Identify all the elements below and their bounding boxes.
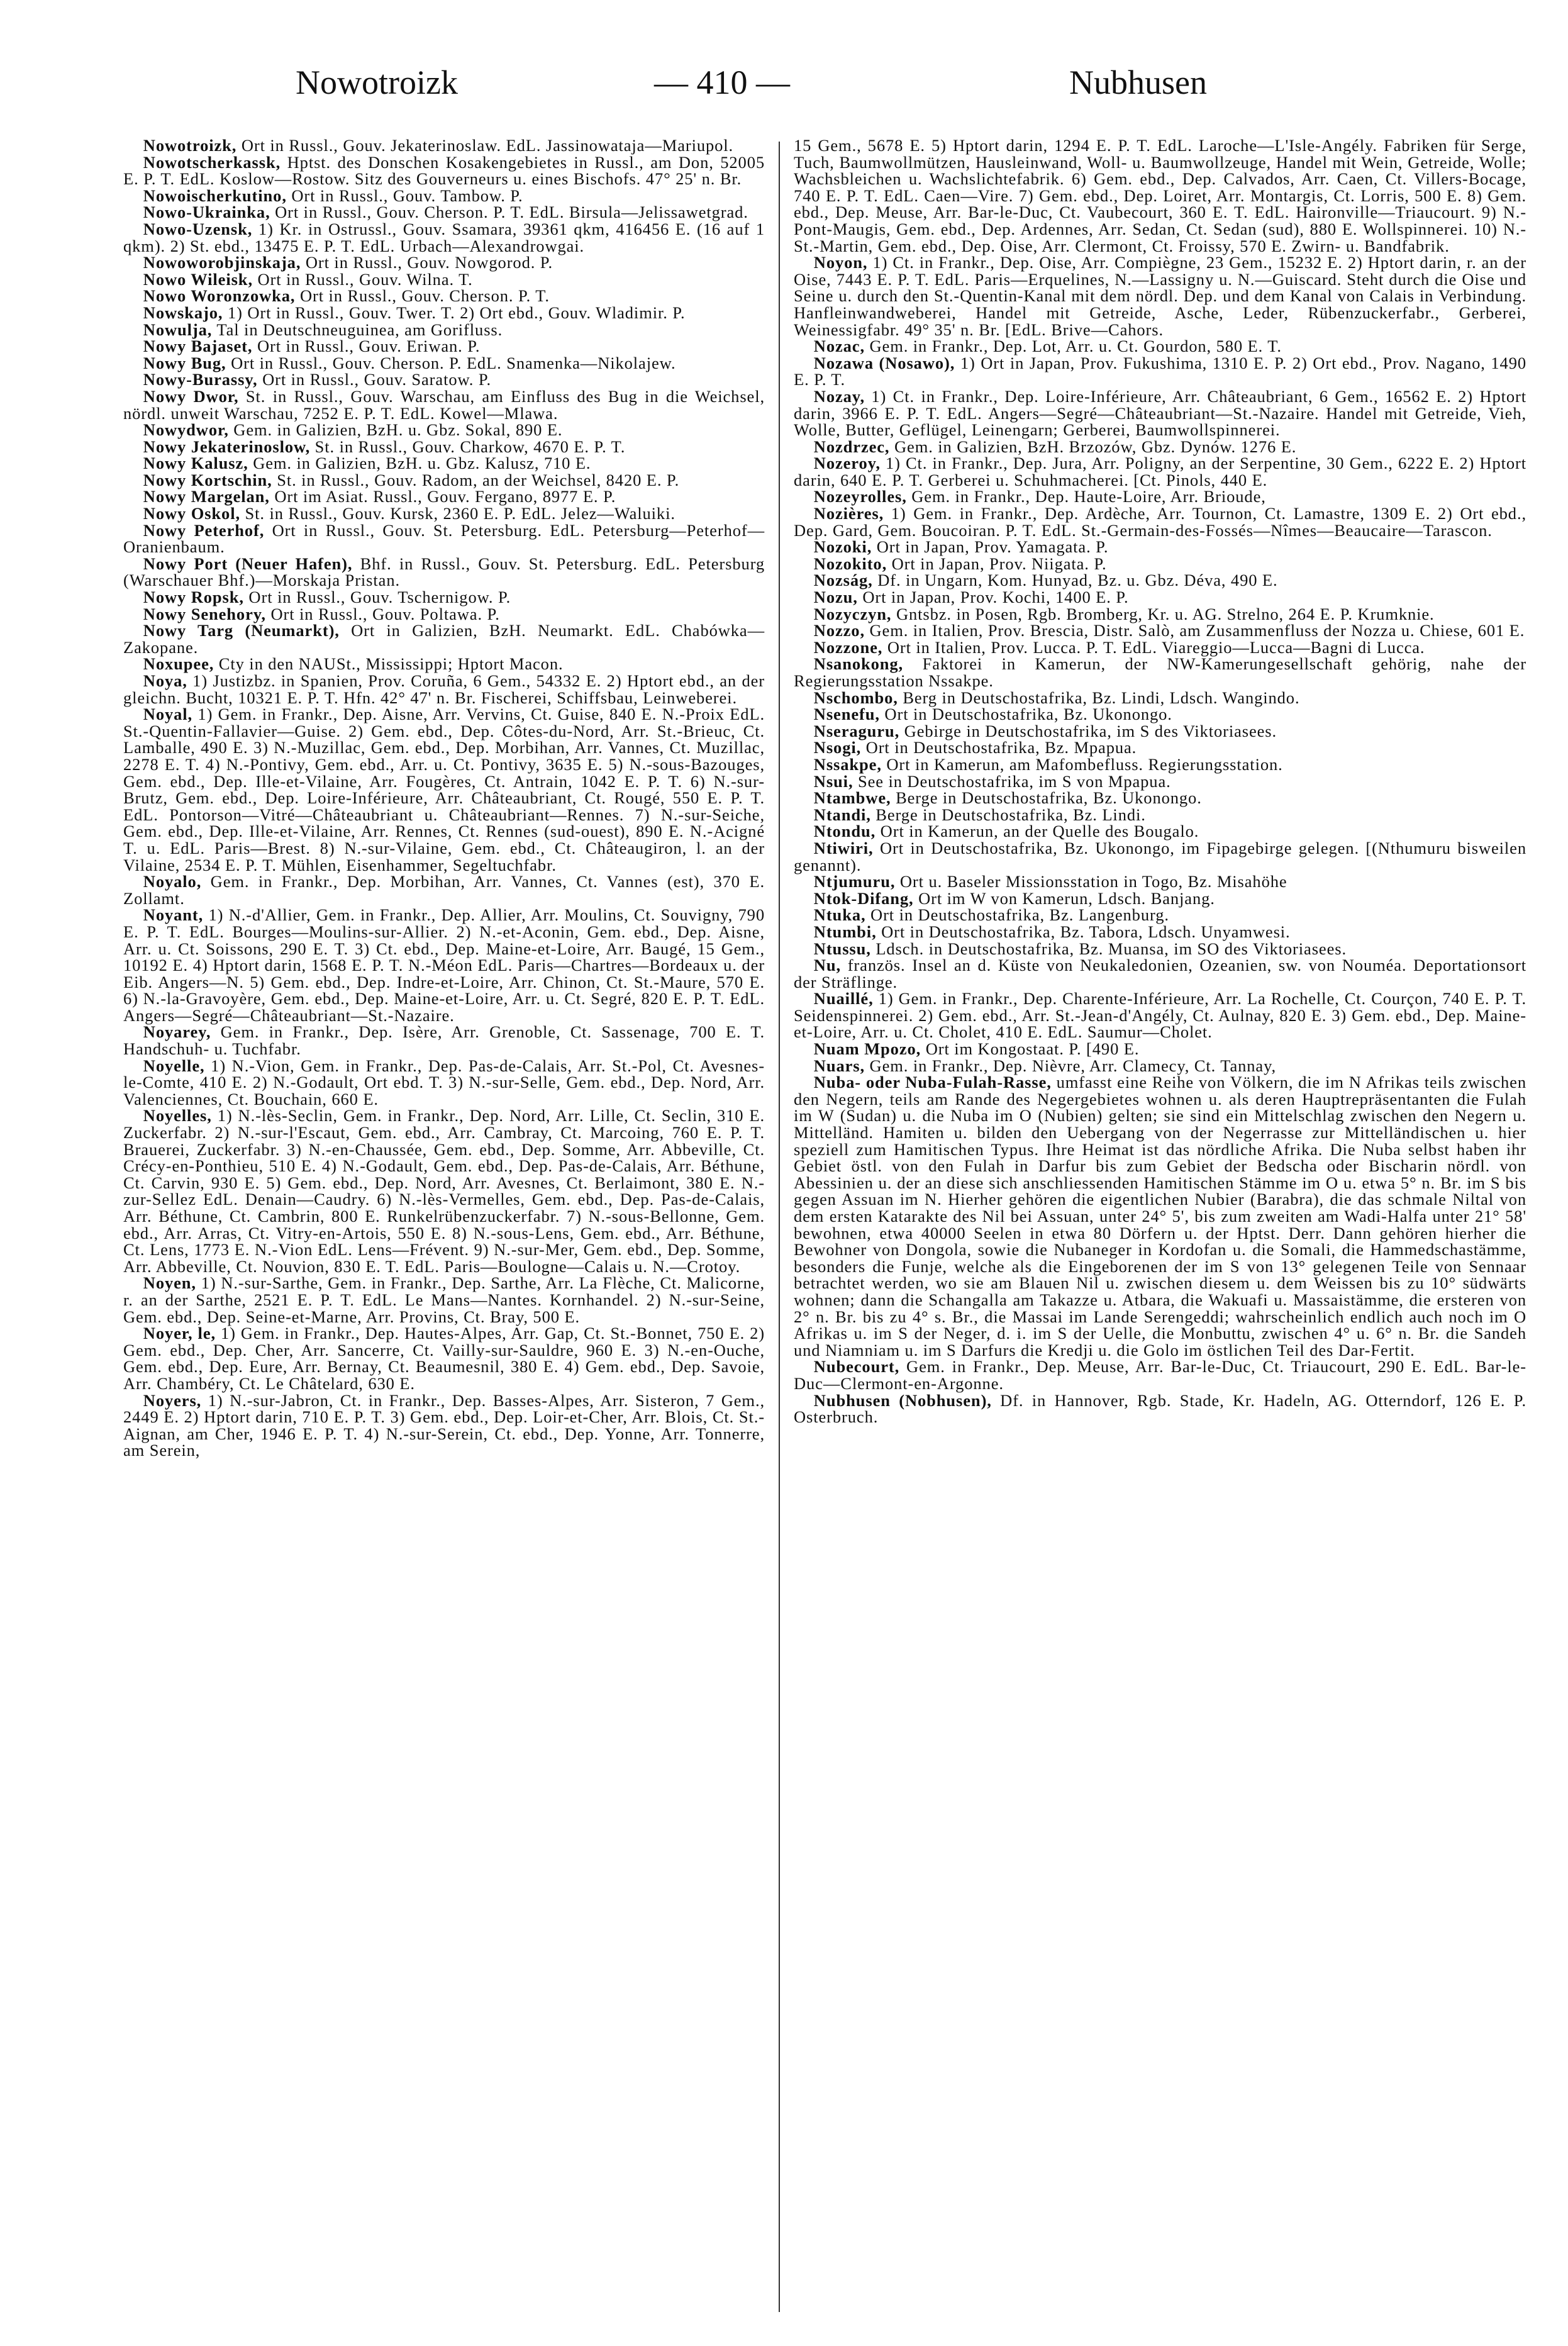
entry-text: französ. Insel an d. Küste von Neukaledonien, Ozeanien, sw. von Nouméa. Deportationsort der Sträflinge. — [794, 956, 1526, 991]
entry-headword: Nozières, — [813, 504, 884, 523]
gazetteer-entry — [794, 1358, 1526, 1392]
entry-headword: Nowy-Burassy, — [143, 370, 258, 389]
gazetteer-entry — [794, 823, 1526, 840]
entry-headword: Noxupee, — [143, 654, 214, 674]
gazetteer-entry — [123, 606, 765, 623]
entry-text: Gem. in Galizien, BzH. u. Gbz. Sokal, 890 E. — [228, 420, 563, 440]
entry-text: 1) Gem. in Frankr., Dep. Ardèche, Arr. Tournon, Ct. Lamastre, 1309 E. 2) Ort ebd., Dep. Gard, Gem. Boucoiran. P. T. EdL. St.-Germain-des-Fossés—Nîmes—Beaucaire—Tarascon. — [794, 504, 1526, 540]
gazetteer-entry — [123, 706, 765, 873]
entry-text: 1) N.-sur-Jabron, Ct. in Frankr., Dep. Basses-Alpes, Arr. Sisteron, 7 Gem., 2449 E. 2) Hptort darin, 710 E. P. T. 3) Gem. ebd., Dep. Loir-et-Cher, Arr. Blois, Ct. St.-Aignan, am Cher, 1946 E. P. T. 4) N.-sur-Serein, Ct. ebd., Dep. Yonne, Arr. Tonnerre, am Serein, — [123, 1390, 765, 1460]
entry-text: Ort in Russl., Gouv. Cherson. P. EdL. Snamenka—Nikolajew. — [226, 353, 676, 372]
entry-text: 1) N.-lès-Seclin, Gem. in Frankr., Dep. Nord, Arr. Lille, Ct. Seclin, 310 E. Zuckerfabr. 2) N.-sur-l'Escaut, Gem. ebd., Arr. Cambray, Ct. Marcoing, 760 E. P. T. Brauerei, Zuckerfabr. 3) N.-en-Chaussée, Gem. ebd., Dep. Somme, Arr. Abbeville, Ct. Crécy-en-Ponthieu, 510 E. 4) N.-Godault, Gem. ebd., Dep. Pas-de-Calais, Arr. Béthune, Ct. Carvin, 930 E. 5) Gem. ebd., Dep. Nord, Arr. Avesnes, Ct. Berlaimont, 380 E. N.-zur-Sellez EdL. Denain—Caudry. 6) N.-lès-Vermelles, Gem. ebd., Dep. Pas-de-Calais, Arr. Béthune, Ct. Cambrin, 800 E. Runkelrübenzuckerfabr. 7) N.-sous-Bellonne, Gem. ebd., Arr. Arras, Ct. Vitry-en-Artois, 550 E. 8) N.-sous-Lens, Gem. ebd., Arr. Béthune, Ct. Lens, 1773 E. N.-Vion EdL. Lens—Frévent. 9) N.-sur-Mer, Gem. ebd., Dep. Somme, Arr. Abbeville, Ct. Nouvion, 830 E. T. EdL. Paris—Boulogne—Calais u. N.—Crotoy. — [123, 1106, 765, 1276]
entry-headword: Nowy Bajaset, — [143, 337, 253, 356]
gazetteer-entry — [794, 807, 1526, 824]
gazetteer-entry — [123, 1024, 765, 1057]
entry-text: Cty in den NAUSt., Mississippi; Hptort Macon. — [214, 654, 564, 674]
gazetteer-entry — [123, 438, 765, 455]
entry-text: Berg in Deutschostafrika, Bz. Lindi, Ldsch. Wangindo. — [898, 688, 1300, 707]
entry-text: 1) N.-sur-Sarthe, Gem. in Frankr., Dep. Sarthe, Arr. La Flèche, Ct. Malicorne, r. an der Sarthe, 2521 E. P. T. EdL. Le Mans—Nantes. Kornhandel. 2) N.-sur-Seine, Gem. ebd., Dep. Seine-et-Marne, Arr. Provins, Ct. Bray, 500 E. — [123, 1273, 765, 1326]
entry-text: Gem. in Frankr., Dep. Isère, Arr. Grenoble, Ct. Sassenage, 700 E. T. Handschuh- u. Tuchfabr. — [123, 1022, 765, 1059]
entry-headword: Nozoki, — [813, 537, 872, 557]
entry-headword: Nowo-Ukrainka, — [143, 203, 270, 222]
entry-headword: Nowo Woronzowka, — [143, 286, 296, 306]
gazetteer-entry — [123, 488, 765, 505]
entry-headword: Nozság, — [813, 571, 873, 590]
entry-headword: Nowotscherkassk, — [143, 152, 281, 172]
entry-text: Df. in Ungarn, Kom. Hunyad, Bz. u. Gbz. Déva, 490 E. — [872, 571, 1278, 590]
gazetteer-entry — [794, 505, 1526, 539]
entry-text: Bhf. in Russl., Gouv. St. Petersburg. EdL. Petersburg (Warschauer Bhf.)—Morskaja Pristan. — [123, 554, 765, 590]
gazetteer-entry — [123, 1107, 765, 1275]
gazetteer-entry — [123, 355, 765, 372]
gazetteer-entry — [123, 204, 765, 221]
gazetteer-entry — [123, 556, 765, 589]
entry-headword: Nowo-Uzensk, — [143, 219, 253, 238]
entry-text: Gem. in Frankr., Dep. Morbihan, Arr. Vannes, Ct. Vannes (est), 370 E. Zollamt. — [123, 872, 765, 908]
entry-headword: Nowotroizk, — [143, 137, 237, 155]
entry-text: Berge in Deutschostafrika, Bz. Ukonongo. — [891, 788, 1202, 808]
entry-text: 1) Kr. in Ostrussl., Gouv. Ssamara, 39361 qkm, 416456 E. (16 auf 1 qkm). 2) St. ebd., 13475 E. P. T. EdL. Urbach—Alexandrowgai. — [123, 219, 765, 255]
gazetteer-entry — [123, 371, 765, 388]
entry-headword: Noyen, — [143, 1273, 196, 1293]
gazetteer-entry — [123, 673, 765, 706]
gazetteer-entry — [123, 338, 765, 355]
gazetteer-entry — [123, 522, 765, 556]
gazetteer-entry — [123, 154, 765, 187]
gazetteer-entry — [794, 254, 1526, 338]
entry-headword: Noyelles, — [143, 1106, 212, 1126]
entry-headword: Nubhusen (Nobhusen), — [813, 1390, 992, 1410]
gazetteer-entry — [794, 488, 1526, 505]
gazetteer-entry — [794, 873, 1526, 890]
entry-text: Ldsch. in Deutschostafrika, Bz. Muansa, im SO des Viktoriasees. — [870, 939, 1347, 958]
gazetteer-entry — [794, 388, 1526, 438]
entry-headword: Nowy Peterhof, — [143, 520, 265, 540]
gazetteer-entry — [794, 539, 1526, 556]
entry-headword: Nowoischerkutino, — [143, 186, 287, 205]
entry-text: Ort u. Baseler Missionsstation in Togo, Bz. Misahöhe — [895, 872, 1287, 891]
entry-headword: Nozeroy, — [813, 454, 881, 473]
entry-text: 1) Ct. in Frankr., Dep. Oise, Arr. Compiègne, 23 Gem., 15232 E. 2) Hptort darin, r. an der Oise, 7443 E. P. T. EdL. Paris—Erquelines, N.—Lassigny u. N.—Guiscard. Steht durch die Oise und Seine u. durch den St.-Quentin-Kanal mit dem nördl. Dep. und dem Kanal von Calais in Verbindung. Hanfleinwandweberei, Handel mit Getreide, Asche, Leder, Rübenzuckerfabr., Gerberei, Weinessigfabr. 49° 35' n. Br. [EdL. Brive—Cahors. — [794, 253, 1526, 339]
entry-text: Ort in Russl., Gouv. Wilna. T. — [252, 269, 473, 289]
gazetteer-entry — [794, 589, 1526, 606]
entry-text: Gem. in Frankr., Dep. Haute-Loire, Arr. Brioude, — [906, 487, 1266, 506]
page-header — [0, 63, 1568, 120]
entry-headword: Ntok-Difang, — [813, 888, 914, 908]
gazetteer-entry — [794, 1074, 1526, 1358]
gazetteer-entry — [794, 756, 1526, 773]
gazetteer-entry — [123, 1325, 765, 1392]
gazetteer-entry — [123, 254, 765, 271]
entry-text: Gem. in Frankr., Dep. Nièvre, Arr. Clamecy, Ct. Tannay, — [865, 1056, 1277, 1075]
gazetteer-entry — [123, 1275, 765, 1325]
entry-text: Ort im Asiat. Russl., Gouv. Fergano, 8977 E. P. — [269, 487, 616, 506]
gazetteer-entry — [123, 1392, 765, 1459]
entry-headword: Nsanokong, — [813, 654, 904, 674]
entry-text: Ort in Russl., Gouv. Saratow. P. — [257, 370, 492, 389]
entry-headword: Nozeyrolles, — [813, 487, 907, 506]
entry-text: Berge in Deutschostafrika, Bz. Lindi. — [870, 805, 1146, 824]
entry-text: 1) Ct. in Frankr., Dep. Jura, Arr. Poligny, an der Serpentine, 30 Gem., 6222 E. 2) Hptort darin, 640 E. P. T. Gerberei u. Schuhmacherei. [Ct. Pinols, 440 E. — [794, 454, 1526, 489]
gazetteer-entry — [123, 221, 765, 254]
gazetteer-entry — [794, 1058, 1526, 1075]
running-head-last-entry: Nubhusen — [1069, 64, 1207, 101]
entry-headword: Nowy Oskol, — [143, 504, 240, 523]
entry-text: Ort in Galizien, BzH. Neumarkt. EdL. Chabówka—Zakopane. — [123, 621, 765, 657]
gazetteer-entry — [794, 773, 1526, 790]
gazetteer-entry — [794, 706, 1526, 723]
gazetteer-entry — [123, 271, 765, 288]
entry-headword: Noyant, — [143, 905, 204, 925]
entry-text: Gebirge in Deutschostafrika, im S des Viktoriasees. — [899, 721, 1277, 740]
entry-text: Gntsbz. in Posen, Rgb. Bromberg, Kr. u. AG. Strelno, 264 E. P. Krumknie. — [891, 604, 1435, 623]
entry-text: Gem. in Galizien, BzH. Brzozów, Gbz. Dynów. 1276 E. — [889, 437, 1297, 456]
gazetteer-entry — [794, 455, 1526, 488]
gazetteer-entry — [123, 505, 765, 522]
entry-headword: Nschombo, — [813, 688, 898, 707]
entry-headword: Nowy Bug, — [143, 353, 226, 372]
entry-text: St. in Russl., Gouv. Charkow, 4670 E. P. T. — [310, 437, 626, 456]
left-column — [123, 137, 765, 2320]
entry-text: Ort in Russl., Gouv. Tambow. P. — [286, 186, 523, 205]
entry-headword: Nozu, — [813, 588, 858, 607]
gazetteer-entry — [794, 556, 1526, 573]
right-column — [794, 137, 1526, 2320]
gazetteer-entry — [123, 422, 765, 438]
entry-headword: Nsui, — [813, 771, 854, 791]
entry-headword: Noyer, le, — [143, 1324, 216, 1343]
gazetteer-entry — [794, 941, 1526, 958]
entry-text: Df. in Hannover, Rgb. Stade, Kr. Hadeln, AG. Otterndorf, 126 E. P. Osterbruch. — [794, 1390, 1526, 1427]
entry-headword: Noyal, — [143, 705, 193, 724]
entry-text: Ort in Kamerun, an der Quelle des Bougalo. — [876, 822, 1199, 841]
entry-headword: Nowoworobjinskaja, — [143, 253, 301, 272]
gazetteer-entry — [794, 1041, 1526, 1058]
entry-headword: Nowy Ropsk, — [143, 588, 244, 607]
gazetteer-entry — [123, 388, 765, 422]
gazetteer-entry — [794, 890, 1526, 907]
entry-text: Ort in Japan, Prov. Kochi, 1400 E. P. — [857, 588, 1129, 607]
entry-headword: Nsenefu, — [813, 705, 880, 724]
entry-headword: Nu, — [813, 956, 841, 975]
gazetteer-entry — [123, 321, 765, 338]
column-divider — [779, 142, 780, 2312]
entry-headword: Nsogi, — [813, 738, 862, 757]
entry-text: Ort in Japan, Prov. Niigata. P. — [887, 554, 1107, 573]
gazetteer-entry — [794, 1392, 1526, 1426]
gazetteer-entry — [123, 622, 765, 656]
entry-text: Ort in Russl., Gouv. Nowgorod. P. — [301, 253, 553, 272]
gazetteer-entry — [794, 924, 1526, 941]
entry-headword: Ntandi, — [813, 805, 871, 824]
gazetteer-entry — [794, 622, 1526, 639]
gazetteer-entry — [794, 572, 1526, 589]
entry-text: 1) Ct. in Frankr., Dep. Loire-Inférieure, Arr. Châteaubriant, 6 Gem., 16562 E. 2) Hptort darin, 3966 E. P. T. EdL. Angers—Segré—Châteaubriant—St.-Nazaire. Handel mit Getreide, Vieh, Wolle, Butter, Geflügel, Leinengarn; Gerberei, Baumwollspinnerei. — [794, 386, 1526, 440]
gazetteer-entry — [794, 907, 1526, 924]
entry-text: See in Deutschostafrika, im S von Mpapua. — [853, 771, 1171, 791]
entry-text: Ort in Russl., Gouv. Cherson. P. T. EdL. Birsula—Jelissawetgrad. — [270, 203, 748, 222]
gazetteer-entry — [794, 723, 1526, 740]
entry-headword: Noya, — [143, 671, 187, 690]
entry-headword: Nowy Targ (Neumarkt), — [143, 621, 340, 640]
entry-text: Ort in Kamerun, am Mafombefluss. Regierungsstation. — [881, 754, 1283, 774]
gazetteer-entry — [123, 187, 765, 204]
entry-text: Ort in Russl., Gouv. Tschernigow. P. — [243, 588, 511, 607]
running-head-first-entry: Nowotroizk — [296, 64, 458, 101]
entry-text: Gem. in Frankr., Dep. Lot, Arr. u. Ct. Gourdon, 580 E. T. — [864, 337, 1282, 356]
entry-headword: Noyon, — [813, 253, 868, 272]
entry-text: Hptst. des Donschen Kosakengebietes in Russl., am Don, 52005 E. P. T. EdL. Koslow—Rostow. Sitz des Gouverneurs u. eines Bischofs. 47° 25' n. Br. — [123, 152, 765, 189]
entry-text: Ort im W von Kamerun, Ldsch. Banjang. — [913, 888, 1215, 908]
entry-text: Ort in Russl., Gouv. Jekaterinoslaw. EdL. Jassinowataja—Mariupol. — [236, 137, 734, 155]
entry-text: umfasst eine Reihe von Völkern, die im N Afrikas teils zwischen den Negern, teils am Rande des Negergebietes wohnen u. als deren Hauptrepräsentanten die Fulah im W (Sudan) u. die Nuba im O (Nubien) gelten; sie sind ein Mittelschlag zwischen den Negern u. Mittelländ. Hamiten u. bilden den Uebergang von der Negerrasse zur Mittelländischen u. hier speziell zum Hamitischen Typus. Ihre Heimat ist das nördliche Afrika. Die Nuba selbst haben ihr Gebiet östl. von den Fulah in Darfur bis zum Gebiet der Bedscha oder Bischarin nördl. von Abessinien u. der an diese sich anschliessenden Hamitischen Stämme im O u. etwa 5° n. Br. im S bis gegen Assuan im N. Hierher gehören die eigentlichen Nubier (Barabra), die das schmale Niltal von dem ersten Katarakte des Nil bei Assuan, unter 24° 5', bis zum zweiten am Wadi-Halfa unter 21° 58' bewohnen, etwa 40000 Seelen in etwa 80 Dörfern u. der Hptst. Derr. Dann gehören hierher die Bewohner von Dongola, sowie die Nubaneger in Kordofan u. die Somali, die Hammedschastämme, besonders die Funje, welche als die Eingeborenen der im S von 13° gelegenen Teile von Sennaar betrachtet werden, wo sie am Blauen Nil u. zwischen diesem u. dem Weissen bis zu 10° südwärts wohnen; dann die Schangalla am Takazze u. Atbara, die Wakuafi u. Massaistämme, die ersteren von 2° n. Br. bis zu 4° s. Br., die Massai im Lande Serengeddi; wahrscheinlich endlich auch noch im O Afrikas u. im S der Neger, d. i. im S der Uelle, die Monbuttu, zwischen 4° u. 6° n. Br. die Sandeh und Niamniam u. im S Darfurs die Kredji u. die Golo im östlichen Teil des Dar-Fertit. — [794, 1073, 1526, 1360]
entry-text: Ort in Deutschostafrika, Bz. Ukonongo, im Fipagebirge gelegen. [(Nthumuru bisweilen genannt). — [794, 838, 1526, 874]
entry-headword: Ntumbi, — [813, 922, 877, 941]
entry-headword: Nozzone, — [813, 637, 883, 657]
entry-text: 1) Ort in Russl., Gouv. Twer. T. 2) Ort ebd., Gouv. Wladimir. P. — [223, 303, 686, 322]
entry-text: St. in Russl., Gouv. Radom, an der Weichsel, 8420 E. P. — [272, 470, 680, 489]
entry-headword: Nowy Senehory, — [143, 604, 266, 623]
entry-text: 1) Gem. in Frankr., Dep. Aisne, Arr. Vervins, Ct. Guise, 840 E. N.-Proix EdL. St.-Quentin-Fallavier—Guise. 2) Gem. ebd., Dep. Côtes-du-Nord, Arr. St.-Brieuc, Ct. Lamballe, 490 E. 3) N.-Muzillac, Gem. ebd., Dep. Morbihan, Arr. Vannes, Ct. Muzillac, 2278 E. T. 4) N.-Pontivy, Gem. ebd., Arr. u. Ct. Pontivy, 3635 E. 5) N.-sous-Bazouges, Gem. ebd., Dep. Ille-et-Vilaine, Arr. Fougères, Ct. Antrain, 1042 E. P. T. 6) N.-sur-Brutz, Gem. ebd., Dep. Loire-Inférieure, Arr. Châteaubriant, Ct. Rougé, 550 E. P. T. EdL. Pontorson—Vitré—Châteaubriant u. Châteaubriant—Rennes. 7) N.-sur-Seiche, Gem. ebd., Dep. Ille-et-Vilaine, Arr. Rennes, Ct. Rennes (sud-ouest), 890 E. N.-Acigné T. u. EdL. Paris—Brest. 8) N.-sur-Vilaine, Gem. ebd., Ct. Châteaugiron, l. an der Vilaine, 2534 E. P. T. Mühlen, Eisenhammer, Segeltuchfabr. — [123, 705, 765, 874]
gazetteer-entry — [794, 338, 1526, 355]
entry-headword: Nozac, — [813, 337, 865, 356]
entry-headword: Nuars, — [813, 1056, 865, 1075]
entry-headword: Nowy Kortschin, — [143, 470, 272, 489]
gazetteer-entry — [794, 990, 1526, 1041]
gazetteer-entry — [794, 639, 1526, 656]
entry-headword: Nowy Dwor, — [143, 386, 239, 406]
gazetteer-entry — [794, 957, 1526, 990]
entry-headword: Nuba- oder Nuba-Fulah-Rasse, — [813, 1073, 1052, 1092]
entry-text: 1) Gem. in Frankr., Dep. Hautes-Alpes, Arr. Gap, Ct. St.-Bonnet, 750 E. 2) Gem. ebd., Dep. Cher, Arr. Sancerre, Ct. Vailly-sur-Sauldre, 960 E. 3) N.-en-Ouche, Gem. ebd., Dep. Eure, Arr. Bernay, Ct. Beaumesnil, 380 E. 4) Gem. ebd., Dep. Savoie, Arr. Chambéry, Ct. Le Châtelard, 630 E. — [123, 1324, 765, 1393]
gazetteer-entry — [794, 656, 1526, 689]
entry-headword: Nuam Mpozo, — [813, 1039, 921, 1059]
gazetteer-entry — [794, 355, 1526, 388]
entry-headword: Nowy Port (Neuer Hafen), — [143, 554, 353, 573]
entry-headword: Nubecourt, — [813, 1357, 900, 1377]
gazetteer-entry — [123, 137, 765, 154]
gazetteer-entry — [123, 589, 765, 606]
entry-text: Ort in Deutschostafrika, Bz. Mpapua. — [861, 738, 1137, 757]
entry-text: 1) Gem. in Frankr., Dep. Charente-Inférieure, Arr. La Rochelle, Ct. Courçon, 740 E. P. T. Seidenspinnerei. 2) Gem. ebd., Arr. St.-Jean-d'Angély, Ct. Aulnay, 820 E. 3) Gem. ebd., Dep. Maine-et-Loire, Arr. u. Ct. Cholet, 410 E. EdL. Saumur—Cholet. — [794, 989, 1526, 1042]
entry-headword: Nowydwor, — [143, 420, 229, 440]
entry-text: 1) Justizbz. in Spanien, Prov. Coruña, 6 Gem., 54332 E. 2) Hptort ebd., an der gleichn. Bucht, 10321 E. P. T. Hfn. 42° 47' n. Br. Fischerei, Schiffsbau, Leinweberei. — [123, 671, 765, 707]
entry-text: Ort in Deutschostafrika, Bz. Ukonongo. — [879, 705, 1172, 724]
gazetteer-entry — [123, 907, 765, 1024]
gazetteer-entry — [123, 288, 765, 304]
entry-headword: Ntambwe, — [813, 788, 891, 808]
gazetteer-entry — [794, 790, 1526, 807]
entry-headword: Nssakpe, — [813, 754, 882, 774]
entry-headword: Nozzo, — [813, 621, 865, 640]
entry-headword: Nowy Margelan, — [143, 487, 270, 506]
gazetteer-entry — [123, 1058, 765, 1108]
entry-text: 1) N.-d'Allier, Gem. in Frankr., Dep. Allier, Arr. Moulins, Ct. Souvigny, 790 E. P. T. EdL. Bourges—Moulins-sur-Allier. 2) N.-et-Aconin, Gem. ebd., Dep. Aisne, Arr. u. Ct. Soissons, 290 E. T. 3) Ct. ebd., Dep. Maine-et-Loire, Arr. Baugé, 15 Gem., 10192 E. 4) Hptort darin, 1568 E. P. T. N.-Méon EdL. Paris—Chartres—Bordeaux u. der Eib. Angers—N. 5) Gem. ebd., Dep. Indre-et-Loire, Arr. Chinon, Ct. St.-Maure, 570 E. 6) N.-la-Gravoyère, Gem. ebd., Dep. Maine-et-Loire, Arr. u. Ct. Segré, 820 E. P. T. EdL. Angers—Segré—Châteaubriant—St.-Nazaire. — [123, 905, 765, 1025]
entry-headword: Nozay, — [813, 386, 865, 406]
gazetteer-entry — [123, 304, 765, 321]
entry-headword: Ntondu, — [813, 822, 876, 841]
continued-entry-text: 15 Gem., 5678 E. 5) Hptort darin, 1294 E. P. T. EdL. Laroche—L'Isle-Angély. Fabriken für Serge, Tuch, Baumwollmützen, Hausleinwand, Woll- u. Baumwollzeuge, Handel mit Wein, Getreide, Wolle; Wachsbleichen u. Wachslichtefabrik. 6) Gem. ebd., Dep. Calvados, Arr. Caen, Ct. Villers-Bocage, 740 E. P. T. EdL. Caen—Vire. 7) Gem. ebd., Dep. Loiret, Arr. Montargis, Ct. Lorris, 500 E. 8) Gem. ebd., Dep. Meuse, Arr. Bar-le-Duc, Ct. Vaubecourt, 360 E. T. EdL. Haironville—Triaucourt. 9) N.-Pont-Maugis, Gem. ebd., Dep. Ardennes, Arr. Sedan, Ct. Sedan (sud), 880 E. Wollspinnerei. 10) N.-St.-Martin, Gem. ebd., Dep. Oise, Arr. Clermont, Ct. Froissy, 570 E. Zwirn- u. Bandfabrik. — [794, 137, 1526, 255]
entry-headword: Noyalo, — [143, 872, 202, 891]
entry-headword: Nowy Jekaterinoslow, — [143, 437, 311, 456]
entry-headword: Ntussu, — [813, 939, 871, 958]
gazetteer-entry — [794, 840, 1526, 873]
entry-headword: Nozdrzec, — [813, 437, 890, 456]
gazetteer-entry — [123, 873, 765, 907]
entry-text: St. in Russl., Gouv. Warschau, am Einfluss des Bug in die Weichsel, nördl. unweit Warschau, 7252 E. P. T. EdL. Kowel—Mlawa. — [123, 386, 765, 423]
entry-headword: Noyelle, — [143, 1056, 205, 1075]
entry-text: Ort in Deutschostafrika, Bz. Tabora, Ldsch. Unyamwesi. — [876, 922, 1291, 941]
entry-text: Ort in Russl., Gouv. Poltawa. P. — [265, 604, 500, 623]
entry-text: Faktorei in Kamerun, der NW-Kamerungesellschaft gehörig, nahe der Regierungsstation Nssakpe. — [794, 654, 1526, 690]
entry-text: Gem. in Italien, Prov. Brescia, Distr. Salò, am Zusammenfluss der Nozza u. Chiese, 601 E. — [864, 621, 1525, 640]
entry-headword: Nseraguru, — [813, 721, 900, 740]
entry-headword: Noyers, — [143, 1390, 202, 1410]
entry-text: Ort in Russl., Gouv. St. Petersburg. EdL. Petersburg—Peterhof—Oranienbaum. — [123, 520, 765, 557]
entry-text: Gem. in Galizien, BzH. u. Gbz. Kalusz, 710 E. — [248, 454, 591, 473]
gazetteer-entry — [794, 739, 1526, 756]
gazetteer-entry — [123, 656, 765, 673]
entry-headword: Noyarey, — [143, 1022, 211, 1042]
entry-text: 1) N.-Vion, Gem. in Frankr., Dep. Pas-de-Calais, Arr. St.-Pol, Ct. Avesnes-le-Comte, 410 E. 2) N.-Godault, Ort ebd. T. 3) N.-sur-Selle, Gem. ebd., Dep. Nord, Arr. Valenciennes, Ct. Bouchain, 660 E. — [123, 1056, 765, 1109]
entry-text: Ort in Russl., Gouv. Eriwan. P. — [252, 337, 481, 356]
entry-text: St. in Russl., Gouv. Kursk, 2360 E. P. EdL. Jelez—Waluiki. — [240, 504, 676, 523]
entry-text: Ort im Kongostaat. P. [490 E. — [921, 1039, 1140, 1059]
entry-headword: Ntjumuru, — [813, 872, 896, 891]
entry-headword: Nowo Wileisk, — [143, 269, 253, 289]
entry-text: 1) Ort in Japan, Prov. Fukushima, 1310 E. P. 2) Ort ebd., Prov. Nagano, 1490 E. P. T. — [794, 353, 1526, 389]
entry-headword: Nozyczyn, — [813, 604, 892, 623]
entry-headword: Nuaillé, — [813, 989, 874, 1008]
entry-headword: Ntuka, — [813, 905, 866, 925]
gazetteer-entry — [794, 690, 1526, 707]
entry-text: Ort in Deutschostafrika, Bz. Langenburg. — [865, 905, 1169, 925]
entry-text: Ort in Japan, Prov. Yamagata. P. — [872, 537, 1109, 557]
entry-headword: Nowy Kalusz, — [143, 454, 248, 473]
entry-text: Ort in Russl., Gouv. Cherson. P. T. — [295, 286, 550, 306]
gazetteer-entry — [123, 472, 765, 489]
entry-headword: Ntiwiri, — [813, 838, 874, 857]
entry-text: Tal in Deutschneuguinea, am Gorifluss. — [212, 320, 503, 339]
entry-headword: Nowskajo, — [143, 303, 223, 322]
gazetteer-entry — [123, 455, 765, 472]
entry-text: Gem. in Frankr., Dep. Meuse, Arr. Bar-le-Duc, Ct. Triaucourt, 290 E. EdL. Bar-le-Duc—Clermont-en-Argonne. — [794, 1357, 1526, 1393]
gazetteer-entry — [794, 438, 1526, 455]
entry-headword: Nowulja, — [143, 320, 213, 339]
entry-headword: Nozokito, — [813, 554, 887, 573]
gazetteer-entry — [794, 606, 1526, 623]
entry-text: Ort in Italien, Prov. Lucca. P. T. EdL. Viareggio—Lucca—Bagni di Lucca. — [882, 637, 1425, 657]
page-number: — 410 — — [654, 64, 790, 101]
entry-headword: Nozawa (Nosawo), — [813, 353, 955, 372]
